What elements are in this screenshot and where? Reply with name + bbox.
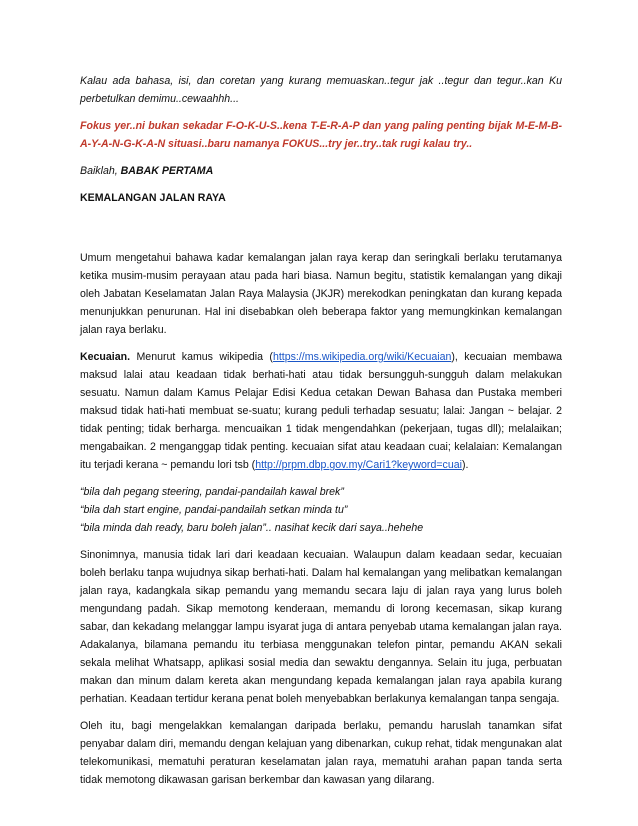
intro-text: Kalau ada bahasa, isi, dan coretan yang kurang memuaskan..tegur jak ..tegur dan tegur..kan Ku perbetulkan demimu..cewaahhh...	[80, 75, 562, 105]
quotes-block	[80, 483, 562, 537]
quote-line: “bila dah start engine, pandai-pandailah setkan minda tu”	[80, 504, 348, 516]
paragraph-2	[80, 348, 562, 474]
focus-note: Fokus yer..ni bukan sekadar F-O-K-U-S..kena T-E-R-A-P dan yang paling penting bijak M-E-M-B-A-Y-A-N-G-K-A-N situasi..baru namanya FOKUS...try jer..try..tak rugi kalau try..	[80, 120, 562, 150]
section-intro-prefix: Baiklah,	[80, 165, 121, 177]
paragraph-2-text-b: ), kecuaian membawa maksud lalai atau keadaan tidak berhati-hati atau tidak bersungguh-sungguh dalam melakukan sesuatu. Namun dalam Kamus Pelajar Edisi Kedua cetakan Dewan Bahasa dan Pustaka memberi maksud tidak hati-hati membuat se-suatu; kurang peduli terhadap sesuatu; lalai: Jangan ~ belajar. 2 tidak penting; tidak berharga. mencuaikan 1 tidak mengendahkan (pekerjaan, tugas dll); melalaikan; mengabaikan. 2 menganggap tidak penting. kecuaian sifat atau keadaan cuai; kelalaian: Kemalangan itu terjadi kerana ~ pemandu lori tsb (	[80, 351, 562, 471]
prpm-link[interactable]: http://prpm.dbp.gov.my/Cari1?keyword=cuai	[255, 459, 462, 471]
paragraph-4: Oleh itu, bagi mengelakkan kemalangan daripada berlaku, pemandu haruslah tanamkan sifat penyabar dalam diri, memandu dengan kelajuan yang dibenarkan, cukup rehat, tidak mengunakan alat telekomunikasi, mematuhi peraturan keselamatan jalan raya, mematuhi arahan papan tanda serta tidak memotong dikawasan garisan berkembar dan kawasan yang dilarang.	[80, 720, 562, 786]
document-page	[80, 72, 562, 789]
paragraph-2-text-a: Menurut kamus wikipedia (	[130, 351, 273, 363]
section-intro	[80, 162, 562, 180]
kecuaian-lead: Kecuaian.	[80, 351, 131, 363]
paragraph-2-text-c: ).	[461, 459, 469, 471]
wikipedia-link[interactable]: https://ms.wikipedia.org/wiki/Kecuaian	[272, 351, 452, 363]
quote-line: “bila minda dah ready, baru boleh jalan”.. nasihat kecik dari saya..hehehe	[80, 522, 424, 534]
section-intro-title: BABAK PERTAMA	[120, 165, 214, 177]
paragraph-1: Umum mengetahui bahawa kadar kemalangan jalan raya kerap dan seringkali berlaku terutamanya ketika musim-musim perayaan atau pada hari biasa. Namun begitu, statistik kemalangan yang dikaji oleh Jabatan Keselamatan Jalan Raya Malaysia (JKJR) merekodkan peningkatan dan kurang kepada menunjukkan penurunan. Hal ini disebabkan oleh beberapa faktor yang memungkinkan kemalangan jalan raya berlaku.	[80, 252, 562, 336]
section-heading: KEMALANGAN JALAN RAYA	[80, 192, 226, 204]
quote-line: “bila dah pegang steering, pandai-pandailah kawal brek”	[80, 486, 344, 498]
paragraph-3: Sinonimnya, manusia tidak lari dari keadaan kecuaian. Walaupun dalam keadaan sedar, kecuaian boleh berlaku tanpa wujudnya sikap berhati-hati. Dalam hal kemalangan yang melibatkan kemalangan jalan raya, kadangkala sikap pemandu yang memandu secara laju di jalan raya yang lurus boleh mengundang padah. Sikap memotong kenderaan, memandu di lorong kecemasan, sikap kurang sabar, dan kekadang melanggar lampu isyarat juga di antara penyebab utama kemalangan jalan raya. Adakalanya, bilamana pemandu itu terbiasa menggunakan telefon pintar, pemandu AKAN sekali sekala melihat Whatsapp, aplikasi sosial media dan sewaktu dengannya. Selain itu juga, perbuatan makan dan minum dalam kereta akan mengundang kepada kemalangan jalan raya apabila kurang perhatian. Keadaan tertidur kerana penat boleh menyebabkan berlakunya kemalangan tanpa sengaja.	[80, 549, 562, 705]
